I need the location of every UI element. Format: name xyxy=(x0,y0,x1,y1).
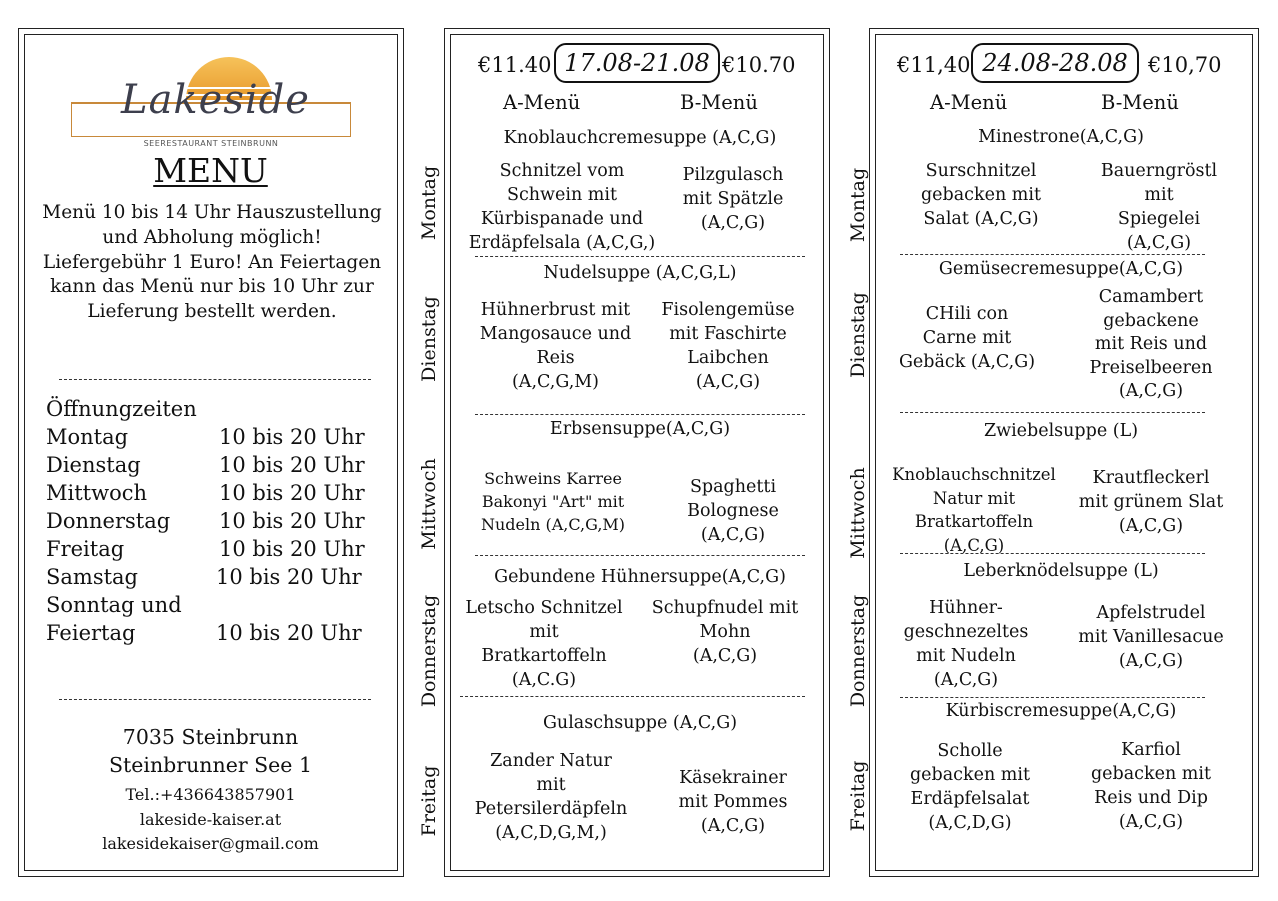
hours-day: Feiertag xyxy=(46,621,136,645)
divider xyxy=(900,553,1205,554)
column-header-b: B-Menü xyxy=(680,91,758,114)
dish-b: Karfiol gebacken mit Reis und Dip (A,C,G) xyxy=(1090,740,1211,832)
price-b: €10,70 xyxy=(1148,53,1222,77)
soup-of-day: Zwiebelsuppe (L) xyxy=(983,421,1139,441)
dish-b: Pilzgulasch mit Spätzle (A,C,G) xyxy=(682,165,784,233)
email-address: lakesidekaiser@gmail.com xyxy=(102,834,319,853)
dish-a: Letscho Schnitzel mit Bratkartoffeln (A,C.G) xyxy=(465,598,623,690)
divider xyxy=(59,699,371,700)
hours-time: 10 bis 20 Uhr xyxy=(219,425,365,449)
hours-time: 10 bis 20 Uhr xyxy=(216,565,362,589)
hours-time: 10 bis 20 Uhr xyxy=(216,621,362,645)
soup-of-day: Leberknödelsuppe (L) xyxy=(963,561,1159,581)
soup-of-day: Minestrone(A,C,G) xyxy=(978,127,1144,147)
price-a: €11.40 xyxy=(478,53,552,77)
soup-of-day: Knoblauchcremesuppe (A,C,G) xyxy=(503,128,777,148)
divider xyxy=(900,412,1205,413)
soup-of-day: Kürbiscremesuppe(A,C,G) xyxy=(945,701,1177,721)
restaurant-logo xyxy=(71,57,351,157)
column-header-a: A-Menü xyxy=(503,91,581,114)
dish-b: Käsekrainer mit Pommes (A,C,G) xyxy=(678,768,788,836)
address-line: Steinbrunner See 1 xyxy=(108,753,313,777)
dish-b: Krautfleckerl mit grünem Slat (A,C,G) xyxy=(1078,468,1224,536)
divider xyxy=(460,696,805,697)
dish-a: Schweins Karree Bakonyi "Art" mit Nudeln (A,C,G,M) xyxy=(480,469,626,534)
dish-a: Hühnerbrust mit Mangosauce und Reis (A,C,G,M) xyxy=(479,300,632,392)
week-menu-panel: €11,40 24.08-28.08 €10,70 A-Menü B-Menü Montag Minestrone(A,C,G) Surschnitzel gebacken mit Salat (A,C,G) Bauerngröstl mit Spiegelei (A,C,G) Dienstag Gemüsecremesuppe(A,C,G) CHili con Carne mit Gebäck (A,C,G) Camambert gebackene mit Reis und Preiselbeeren (A,C,G) Mittwoch Zwiebelsuppe (L) Knoblauchschnitzel Natur mit Bratkartoffeln (A,C,G) Krautfleckerl mit grünem Slat (A,C,G) Donnerstag Leberknödelsuppe (L) Hühner- geschnezeltes mit Nudeln (A,C,G) Apfelstrudel mit Vanillesacue (A,C,G) Freitag Kürbiscremesuppe(A,C,G) Scholle gebacken mit Erdäpfelsalat (A,C,D,G) Karfiol gebacken mit Reis und Dip (A,C,G) xyxy=(869,28,1259,877)
soup-of-day: Gemüsecremesuppe(A,C,G) xyxy=(938,259,1184,279)
date-range: 24.08-28.08 xyxy=(971,43,1139,83)
address-line: 7035 Steinbrunn xyxy=(122,725,299,749)
divider xyxy=(900,254,1205,255)
column-header-a: A-Menü xyxy=(930,91,1008,114)
date-range: 17.08-21.08 xyxy=(554,43,720,83)
contact-block xyxy=(19,783,402,857)
hours-day: Donnerstag xyxy=(46,509,171,533)
hours-day: Dienstag xyxy=(46,453,141,477)
price-a: €11,40 xyxy=(897,53,971,77)
website: lakeside-kaiser.at xyxy=(139,809,282,829)
dish-b: Bauerngröstl mit Spiegelei (A,C,G) xyxy=(1100,161,1218,253)
dish-a: Scholle gebacken mit Erdäpfelsalat (A,C,D,G) xyxy=(909,741,1030,833)
dish-a: Schnitzel vom Schwein mit Kürbispanade und Erdäpfelsala (A,C,G,) xyxy=(468,161,656,253)
dish-a: Zander Natur mit Petersilerdäpfeln (A,C,D,G,M,) xyxy=(474,751,628,843)
logo-subtitle: SEERESTAURANT STEINBRUNN xyxy=(143,139,279,148)
soup-of-day: Erbsensuppe(A,C,G) xyxy=(549,419,731,439)
divider xyxy=(475,256,805,257)
hours-time: 10 bis 20 Uhr xyxy=(219,453,365,477)
info-panel xyxy=(18,28,404,877)
hours-time: 10 bis 20 Uhr xyxy=(219,537,365,561)
hours-day: Sonntag und xyxy=(46,593,182,617)
hours-time: 10 bis 20 Uhr xyxy=(219,509,365,533)
week-menu-panel: €11.40 17.08-21.08 €10.70 A-Menü B-Menü Montag Knoblauchcremesuppe (A,C,G) Schnitzel vom Schwein mit Kürbispanade und Erdäpfelsala (A,C,G,) Pilzgulasch mit Spätzle (A,C,G) Dienstag Nudelsuppe (A,C,G,L) Hühnerbrust mit Mangosauce und Reis (A,C,G,M) Fisolengemüse mit Faschirte Laibchen (A,C,G) Mittwoch Erbsensuppe(A,C,G) Schweins Karree Bakonyi "Art" mit Nudeln (A,C,G,M) Spaghetti Bolognese (A,C,G) Donnerstag Gebundene Hühnersuppe(A,C,G) Letscho Schnitzel mit Bratkartoffeln (A,C.G) Schupfnudel mit Mohn (A,C,G) Freitag Gulaschsuppe (A,C,G) Zander Natur mit Petersilerdäpfeln (A,C,D,G,M,) Käsekrainer mit Pommes (A,C,G) xyxy=(444,28,830,877)
soup-of-day: Gebundene Hühnersuppe(A,C,G) xyxy=(494,567,786,587)
address-block xyxy=(19,723,402,779)
divider xyxy=(475,555,805,556)
menu-title: MENU xyxy=(153,151,268,190)
divider xyxy=(475,414,805,415)
hours-day: Montag xyxy=(46,425,129,449)
column-header-b: B-Menü xyxy=(1101,91,1179,114)
dish-b: Spaghetti Bolognese (A,C,G) xyxy=(687,477,779,545)
price-b: €10.70 xyxy=(722,53,796,77)
dish-b: Apfelstrudel mit Vanillesacue (A,C,G) xyxy=(1078,603,1224,671)
hours-day: Samstag xyxy=(46,565,138,589)
dish-a: Knoblauchschnitzel Natur mit Bratkartoffeln (A,C,G) xyxy=(892,465,1056,555)
soup-of-day: Gulaschsuppe (A,C,G) xyxy=(542,713,738,733)
service-info-text: Menü 10 bis 14 Uhr Hauszustellung und Abholung möglich! Liefergebühr 1 Euro! An Feiertagen kann das Menü nur bis 10 Uhr zur Lieferung bestellt werden. xyxy=(42,202,382,323)
dish-a: Hühner- geschnezeltes mit Nudeln (A,C,G) xyxy=(903,598,1029,690)
logo-wordmark: Lakeside xyxy=(121,77,310,123)
soup-of-day: Nudelsuppe (A,C,G,L) xyxy=(543,263,737,283)
dish-b: Fisolengemüse mit Faschirte Laibchen (A,C,G) xyxy=(661,300,795,392)
opening-hours-title: Öffnungzeiten xyxy=(46,397,197,421)
divider xyxy=(900,697,1205,698)
dish-b: Camambert gebackene mit Reis und Preiselbeeren (A,C,G) xyxy=(1089,287,1213,401)
hours-time: 10 bis 20 Uhr xyxy=(219,481,365,505)
dish-a: Surschnitzel gebacken mit Salat (A,C,G) xyxy=(920,161,1041,229)
hours-day: Mittwoch xyxy=(46,481,148,505)
dish-a: CHili con Carne mit Gebäck (A,C,G) xyxy=(898,304,1036,372)
phone-number: Tel.:+436643857901 xyxy=(125,785,296,804)
dish-b: Schupfnudel mit Mohn (A,C,G) xyxy=(651,598,799,666)
divider xyxy=(59,379,371,380)
hours-day: Freitag xyxy=(46,537,125,561)
